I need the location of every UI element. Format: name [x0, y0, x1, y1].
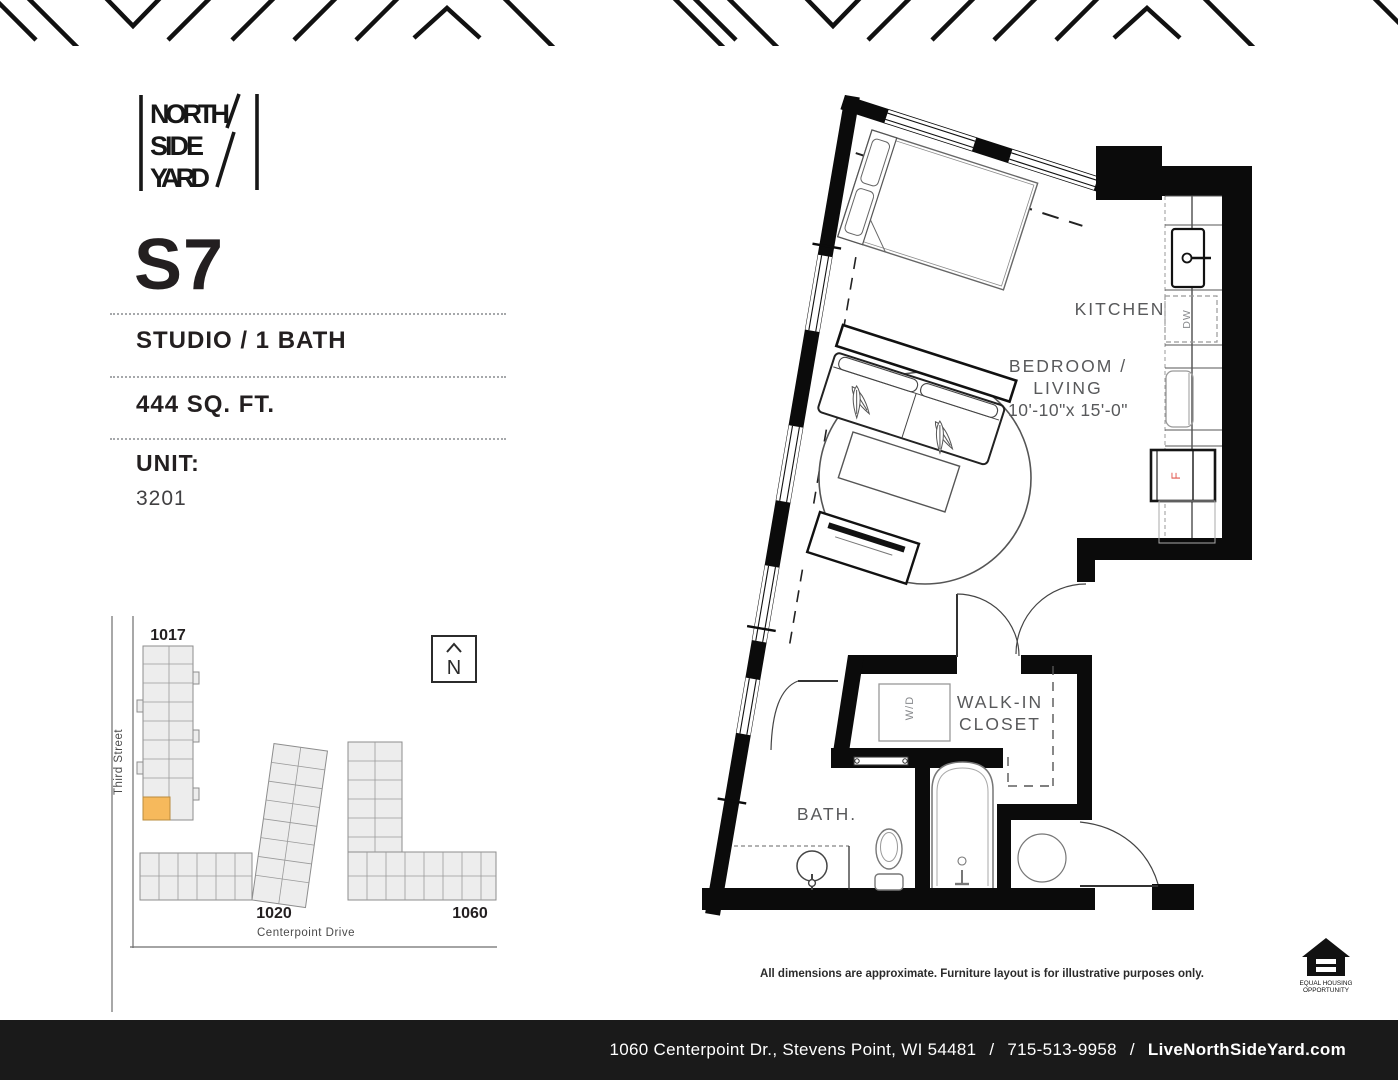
site-map	[95, 610, 515, 1015]
kitchen-label: KITCHEN	[1074, 299, 1166, 319]
building-1017	[137, 646, 199, 820]
brand-word-1: NORTH	[150, 99, 230, 129]
footer-phone: 715-513-9958	[1007, 1040, 1117, 1059]
toilet-tank	[875, 874, 903, 890]
north-caret-icon	[447, 644, 461, 652]
building-1060	[348, 742, 496, 900]
logo-slash-2	[217, 132, 234, 187]
footer-address: 1060 Centerpoint Dr., Stevens Point, WI 54481	[609, 1040, 977, 1059]
wall-kitchen-right	[1222, 166, 1252, 560]
fridge-label: F	[1169, 472, 1183, 480]
bathroom	[734, 757, 993, 890]
footer-website: LiveNorthSideYard.com	[1147, 1040, 1346, 1059]
wall-tub-left	[915, 757, 930, 893]
building-1060-label: 1060	[452, 905, 488, 922]
closet-label-line1: WALK-IN	[956, 692, 1044, 712]
closet-label-line2: CLOSET	[958, 714, 1042, 734]
plan-area: 444 SQ. FT.	[136, 391, 276, 418]
equal-housing-logo	[1296, 934, 1360, 1000]
dotted-divider	[110, 438, 506, 440]
entry-table	[1018, 834, 1066, 882]
bedroom-dimensions: 10'-10"x 15'-0"	[1007, 400, 1129, 420]
wall-tub-right	[997, 804, 1011, 888]
toilet-bowl	[876, 829, 902, 869]
plan-code-heading: S7	[134, 225, 225, 305]
third-street-label: Third Street	[113, 728, 125, 796]
unit-label: UNIT:	[136, 450, 200, 476]
wall-hall-stub	[1077, 538, 1095, 582]
north-arrow	[432, 636, 476, 682]
washer-dryer-label: W/D	[904, 695, 916, 721]
wall-closet-right	[1077, 655, 1092, 820]
bath-door-swing	[771, 681, 798, 750]
eho-caption-line2: OPPORTUNITY	[1302, 987, 1350, 994]
brand-logo	[134, 86, 274, 198]
centerpoint-drive-label: Centerpoint Drive	[257, 927, 355, 939]
floor-plan	[688, 84, 1272, 930]
unit-number: 3201	[136, 487, 187, 510]
entry-door-swing	[1080, 822, 1158, 884]
disclaimer-text: All dimensions are approximate. Furniture layout is for illustrative purposes only.	[760, 968, 1204, 980]
north-letter: N	[446, 657, 462, 679]
brand-word-3: YARD	[150, 163, 210, 193]
footer-bar	[0, 1020, 1398, 1080]
wall-entry-cap	[1152, 884, 1194, 910]
building-1020-label: 1020	[256, 905, 292, 922]
footer-separator: /	[989, 1040, 995, 1059]
wall-closet-bottom	[1001, 804, 1092, 820]
wall-bottom	[702, 888, 1095, 910]
dishwasher-label: DW	[1181, 309, 1193, 329]
towel-bar	[854, 757, 908, 765]
highlighted-unit	[143, 797, 170, 820]
plan-type: STUDIO / 1 BATH	[136, 327, 347, 354]
bedroom-label-line1: BEDROOM /	[1008, 356, 1128, 376]
bath-label: BATH.	[796, 804, 858, 824]
kitchen	[1151, 196, 1222, 543]
wall-kitchen-bottom	[1095, 538, 1252, 560]
bedroom-label-line2: LIVING	[1033, 378, 1103, 398]
eho-caption-line1: EQUAL HOUSING	[1299, 980, 1353, 987]
bathtub	[932, 762, 993, 888]
hall-door-swing	[1016, 584, 1086, 654]
footer-separator: /	[1129, 1040, 1135, 1059]
chevron-pattern-band	[0, 0, 1398, 46]
fridge-box	[1151, 450, 1215, 501]
brand-word-2: SIDE	[150, 131, 204, 161]
dotted-divider	[110, 376, 506, 378]
building-1017-label: 1017	[150, 627, 186, 644]
wall-wd-left	[833, 655, 864, 752]
wall-corner-block	[1096, 146, 1162, 200]
dotted-divider	[110, 313, 506, 315]
wall-wd-top	[856, 655, 957, 674]
cabinet-box	[1159, 501, 1215, 543]
closet-door-swing	[957, 594, 1019, 656]
